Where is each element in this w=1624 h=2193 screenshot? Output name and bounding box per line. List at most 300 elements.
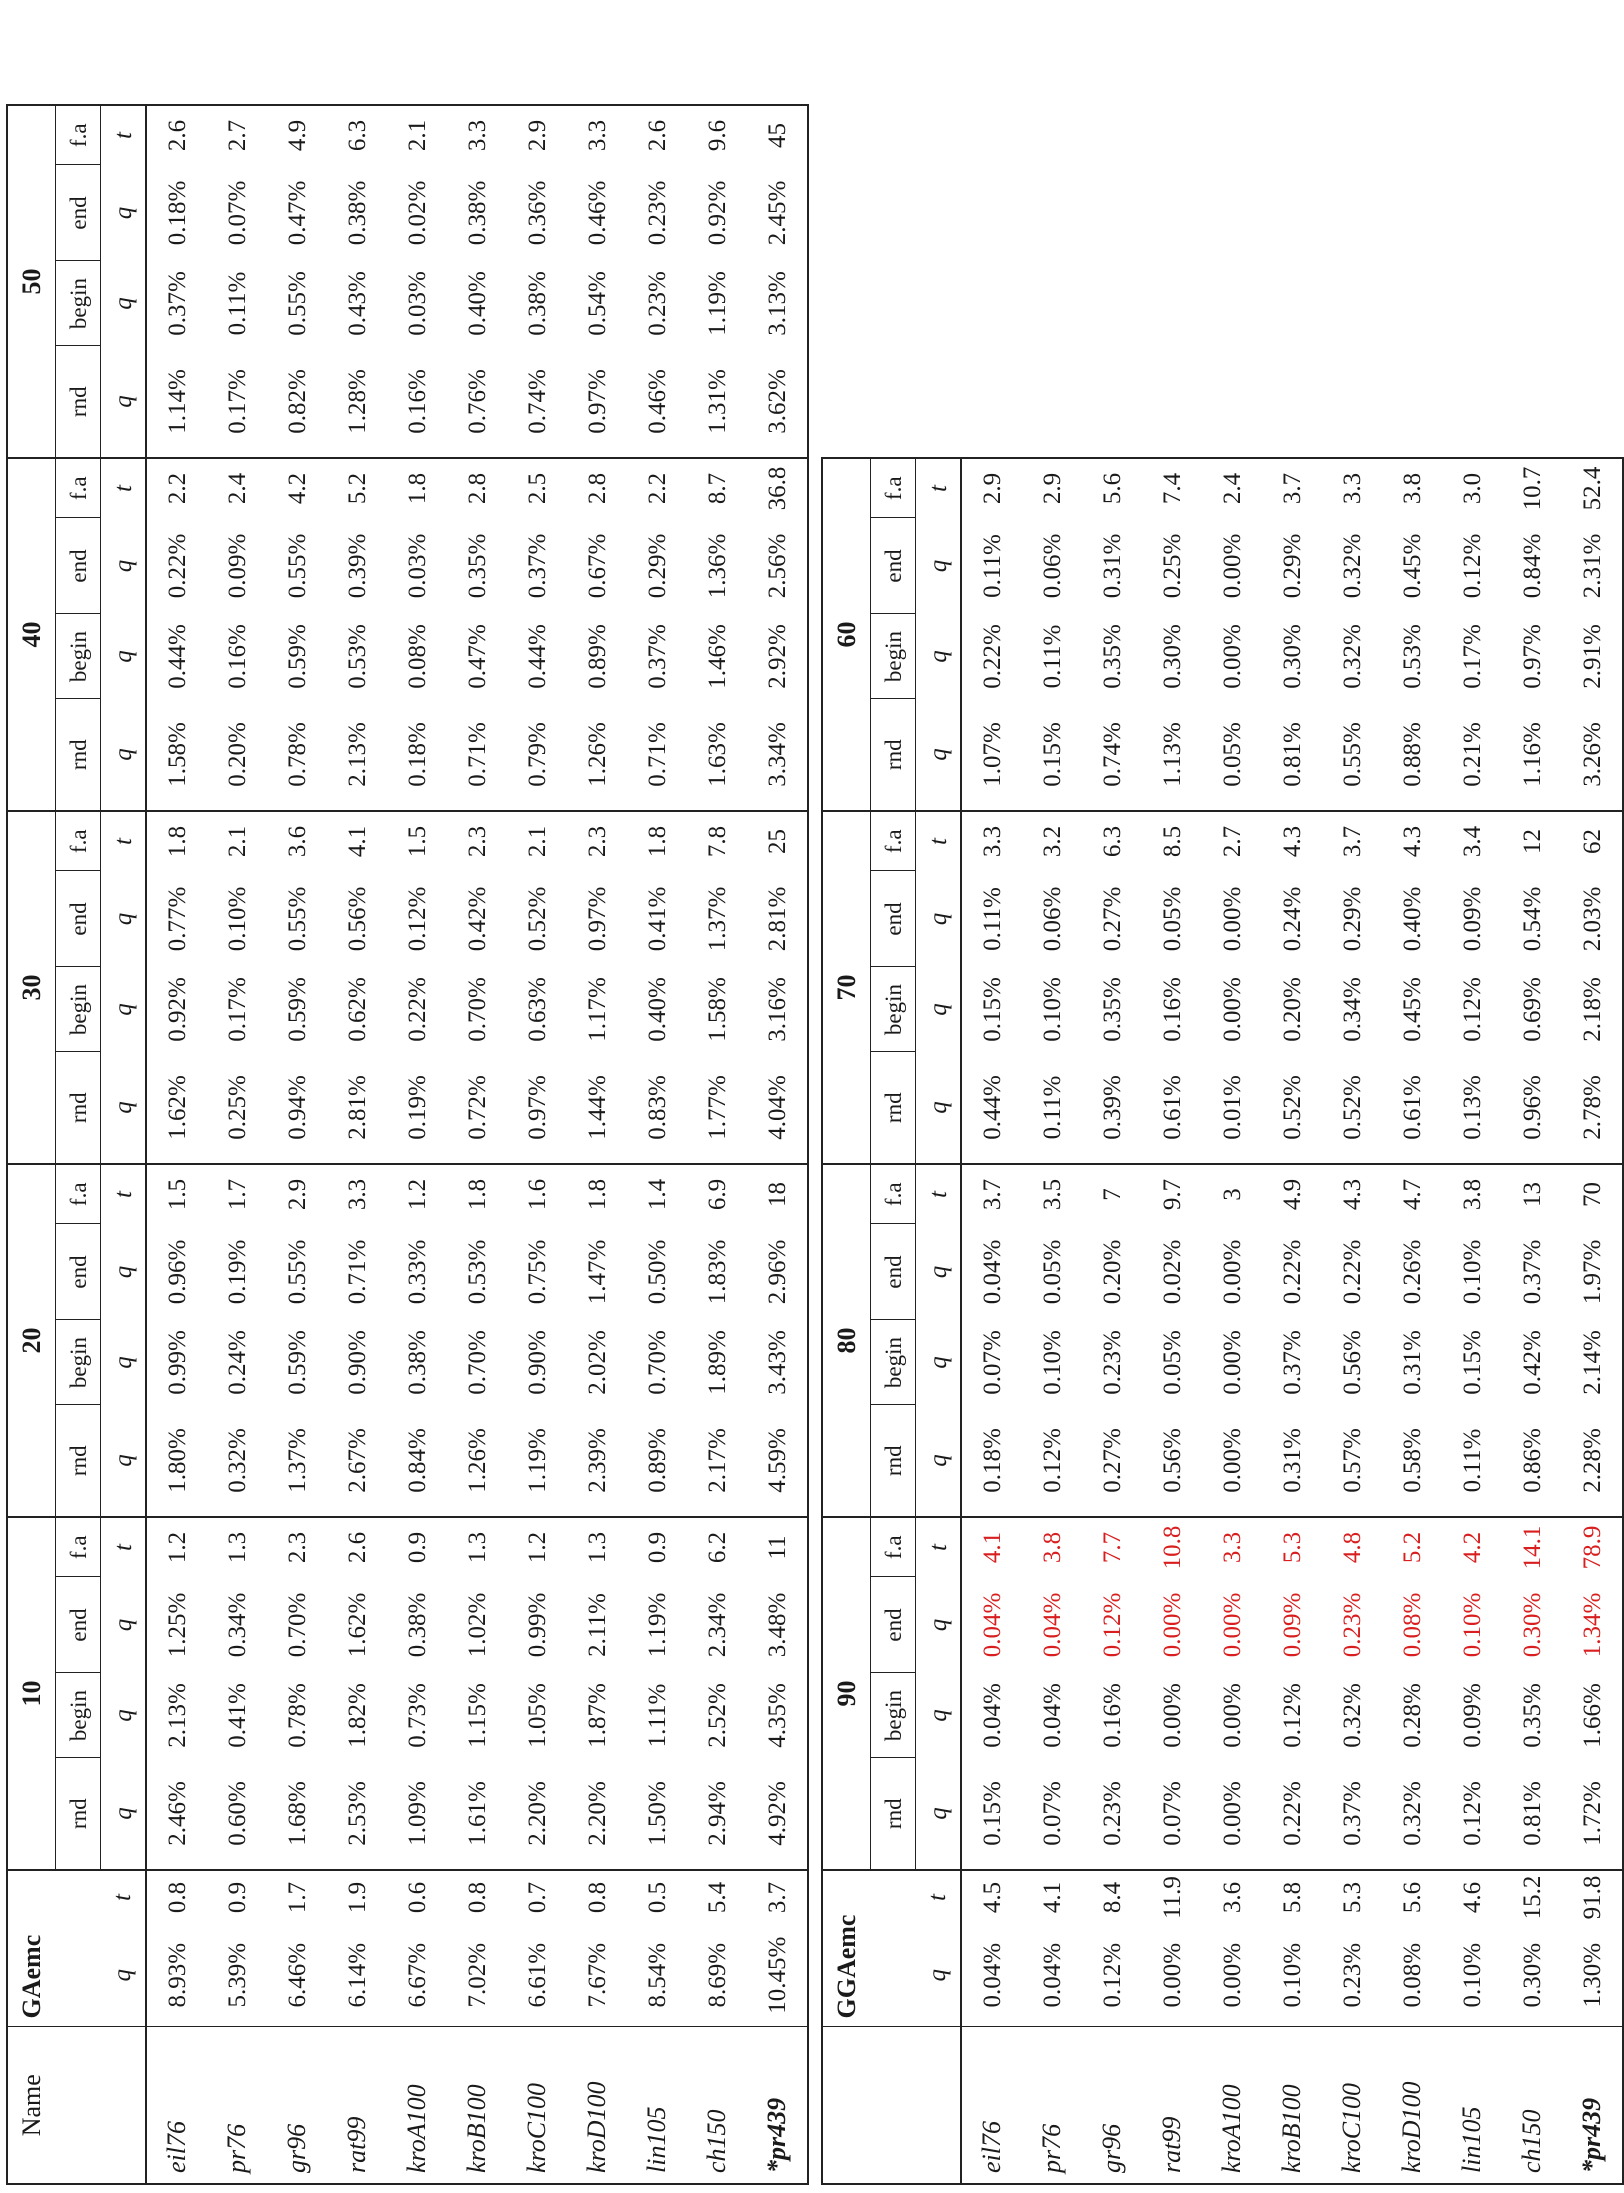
bottom-data-row [1442,105,1502,2184]
value-cell: 0.05% [1158,1330,1186,1395]
value-cell: 0.10% [1458,1239,1486,1305]
value-cell: 2.6 [627,105,687,165]
value-cell: 0.20% [223,722,251,787]
value-cell: 0.54% [1518,886,1546,952]
value-cell: 0.92% [163,977,191,1042]
bottom-header-row [822,105,871,2184]
symbol-q: q [916,699,962,811]
top-data-row [687,105,747,2184]
sub-label-rnd: rnd [871,1758,916,1870]
value-cell: 1.47% [583,1239,611,1305]
value-cell: 3.6 [1202,1870,1262,1924]
value-cell: 2.96% [747,1224,808,1320]
value-cell: 0.31% [1398,1330,1426,1395]
algorithm-label: GAemc [7,1870,56,2027]
value-cell: 0.16% [1098,1683,1126,1748]
value-cell: 0.22% [163,533,191,599]
generation-header: 30 [7,811,56,1164]
value-cell: 0.58% [1398,1428,1426,1493]
sub-label-fa: f.a [56,105,101,165]
value-cell: 0.35% [1518,1683,1546,1748]
value-cell: 1.11% [643,1683,671,1748]
value-cell: 0.70% [283,1592,311,1658]
blank-cell [101,2027,147,2184]
value-cell: 5.6 [1082,458,1142,518]
value-cell: 8.4 [1082,1870,1142,1924]
value-cell: 2.6 [327,1517,387,1577]
value-cell: 2.3 [267,1517,327,1577]
value-cell: 3.43% [747,1320,808,1405]
value-cell: 0.07% [223,180,251,246]
blank-cell [56,1870,101,1924]
bottom-data-row [1202,105,1262,2184]
value-cell: 1.63% [703,722,731,787]
value-cell: 0.59% [283,1330,311,1395]
value-cell: 0.37% [1278,1330,1306,1395]
value-cell: 0.05% [1218,722,1246,787]
value-cell: 0.00% [1218,533,1246,599]
value-cell: 0.15% [978,1781,1006,1846]
value-cell: 3.3 [567,105,627,165]
value-cell: 1.3 [567,1517,627,1577]
value-cell: 0.32% [223,1428,251,1493]
symbol-t: t [916,1164,962,1224]
symbol-q: q [916,871,962,967]
value-cell: 0.57% [1338,1428,1366,1493]
results-table [6,104,1624,2185]
value-cell: 0.00% [1218,1592,1246,1658]
symbol-q: q [916,1224,962,1320]
value-cell: 2.9 [267,1164,327,1224]
value-cell: 5.2 [327,458,387,518]
value-cell: 25 [747,811,808,871]
value-cell: 0.26% [1398,1239,1426,1305]
value-cell: 0.15% [1458,1330,1486,1395]
top-data-row [207,105,267,2184]
value-cell: 1.50% [643,1781,671,1846]
value-cell: 2.8 [447,458,507,518]
instance-name: lin105 [1442,2027,1502,2184]
value-cell: 0.24% [1278,886,1306,952]
value-cell: 0.25% [1158,533,1186,599]
value-cell: 1.83% [703,1239,731,1305]
value-cell: 18 [747,1164,808,1224]
value-cell: 0.42% [463,886,491,952]
value-cell: 0.86% [1518,1428,1546,1493]
value-cell: 1.2 [387,1164,447,1224]
value-cell: 5.2 [1382,1517,1442,1577]
bottom-data-row [1262,105,1322,2184]
value-cell: 1.26% [583,722,611,787]
value-cell: 0.17% [223,369,251,434]
symbol-t: t [101,1164,147,1224]
value-cell: 0.12% [1278,1683,1306,1748]
value-cell: 5.4 [687,1870,747,1924]
value-cell: 0.31% [1278,1428,1306,1493]
value-cell: 0.04% [978,1683,1006,1748]
value-cell: 78.9 [1562,1517,1623,1577]
value-cell: 0.05% [1038,1239,1066,1305]
value-cell: 2.13% [163,1683,191,1748]
value-cell: 6.67% [403,1942,431,2008]
value-cell: 1.8 [146,811,207,871]
value-cell: 0.44% [523,624,551,689]
value-cell: 0.53% [1398,624,1426,689]
value-cell: 8.7 [687,458,747,518]
value-cell: 0.38% [403,1330,431,1395]
value-cell: 0.07% [1038,1781,1066,1846]
value-cell: 0.08% [1398,1942,1426,2008]
value-cell: 2.02% [583,1330,611,1395]
value-cell: 0.05% [1158,886,1186,952]
value-cell: 0.11% [978,534,1006,598]
value-cell: 4.59% [747,1405,808,1517]
symbol-q: q [101,261,147,346]
sub-label-begin: begin [56,261,101,346]
value-cell: 0.40% [1398,886,1426,952]
value-cell: 1.5 [146,1164,207,1224]
value-cell: 3.5 [1022,1164,1082,1224]
value-cell: 2.5 [507,458,567,518]
value-cell: 1.97% [1562,1224,1623,1320]
value-cell: 1.46% [703,624,731,689]
value-cell: 1.8 [447,1164,507,1224]
value-cell: 0.29% [1338,886,1366,952]
value-cell: 0.54% [583,271,611,336]
instance-name: pr76 [1022,2027,1082,2184]
value-cell: 4.1 [327,811,387,871]
value-cell: 15.2 [1502,1870,1562,1924]
value-cell: 0.27% [1098,886,1126,952]
value-cell: 0.09% [223,533,251,599]
blank-cell [871,1870,916,1924]
value-cell: 0.8 [146,1870,207,1924]
value-cell: 4.9 [267,105,327,165]
top-subheader-row [56,105,101,2184]
value-cell: 2.4 [1202,458,1262,518]
instance-name: eil76 [961,2027,1022,2184]
instance-name: gr96 [267,2027,327,2184]
value-cell: 0.82% [283,369,311,434]
value-cell: 0.90% [523,1330,551,1395]
top-data-row [327,105,387,2184]
value-cell: 1.7 [207,1164,267,1224]
value-cell: 3.0 [1442,458,1502,518]
value-cell: 0.15% [978,977,1006,1042]
value-cell: 2.78% [1562,1052,1623,1164]
value-cell: 3.3 [447,105,507,165]
value-cell: 1.8 [567,1164,627,1224]
value-cell: 0.00% [1218,1330,1246,1395]
value-cell: 3.3 [961,811,1022,871]
value-cell: 1.17% [583,977,611,1042]
value-cell: 0.89% [583,624,611,689]
value-cell: 2.39% [583,1428,611,1493]
value-cell: 7.67% [583,1942,611,2008]
value-cell: 0.55% [283,1239,311,1305]
blank-cell [871,1924,916,2027]
value-cell: 0.5 [627,1870,687,1924]
value-cell: 0.94% [283,1075,311,1140]
value-cell: 3.6 [267,811,327,871]
value-cell: 0.62% [343,977,371,1042]
sub-label-end: end [56,1224,101,1320]
value-cell: 0.13% [1458,1075,1486,1140]
value-cell: 3.62% [747,346,808,458]
symbol-q: q [101,967,147,1052]
value-cell: 0.89% [643,1428,671,1493]
value-cell: 0.29% [643,533,671,599]
sub-label-rnd: rnd [871,1405,916,1517]
sub-label-fa: f.a [56,1164,101,1224]
symbol-q: q [916,1673,962,1758]
value-cell: 2.91% [1562,614,1623,699]
value-cell: 0.44% [978,1075,1006,1140]
symbol-q: q [916,1052,962,1164]
value-cell: 0.35% [1098,977,1126,1042]
value-cell: 6.9 [687,1164,747,1224]
value-cell: 0.32% [1338,533,1366,599]
value-cell: 0.12% [1038,1428,1066,1493]
value-cell: 0.39% [343,533,371,599]
instance-name: kroD100 [567,2027,627,2184]
value-cell: 1.09% [403,1781,431,1846]
value-cell: 6.2 [687,1517,747,1577]
top-data-row [627,105,687,2184]
value-cell: 62 [1562,811,1623,871]
value-cell: 9.7 [1142,1164,1202,1224]
value-cell: 0.71% [643,722,671,787]
value-cell: 0.56% [343,886,371,952]
value-cell: 1.25% [163,1592,191,1658]
value-cell: 2.3 [447,811,507,871]
value-cell: 2.1 [387,105,447,165]
value-cell: 0.35% [463,533,491,599]
value-cell: 0.04% [978,1239,1006,1305]
value-cell: 0.27% [1098,1428,1126,1493]
value-cell: 0.45% [1398,533,1426,599]
value-cell: 0.01% [1218,1075,1246,1140]
sub-label-rnd: rnd [871,699,916,811]
value-cell: 0.32% [1338,1683,1366,1748]
value-cell: 0.10% [1458,1592,1486,1658]
value-cell: 0.81% [1278,722,1306,787]
value-cell: 0.12% [403,886,431,952]
value-cell: 0.71% [343,1239,371,1305]
sub-label-fa: f.a [56,1517,101,1577]
value-cell: 2.45% [747,165,808,261]
value-cell: 3.26% [1562,699,1623,811]
value-cell: 0.71% [463,722,491,787]
symbol-q: q [101,871,147,967]
bottom-data-row [1382,105,1442,2184]
value-cell: 3 [1202,1164,1262,1224]
value-cell: 1.89% [703,1330,731,1395]
value-cell: 1.80% [163,1428,191,1493]
value-cell: 7 [1082,1164,1142,1224]
value-cell: 1.30% [1562,1924,1623,2027]
value-cell: 0.9 [627,1517,687,1577]
top-data-row [146,105,207,2184]
symbol-q: q [101,614,147,699]
value-cell: 5.3 [1262,1517,1322,1577]
value-cell: 0.38% [523,271,551,336]
instance-name: *pr439 [747,2027,808,2184]
value-cell: 0.22% [403,977,431,1042]
value-cell: 1.37% [283,1428,311,1493]
value-cell: 0.70% [463,977,491,1042]
algorithm-label: GGAemc [822,1870,871,2027]
symbol-q: q [101,1052,147,1164]
value-cell: 0.04% [1038,1592,1066,1658]
value-cell: 4.3 [1262,811,1322,871]
bottom-data-row [961,105,1022,2184]
value-cell: 0.55% [1338,722,1366,787]
value-cell: 0.76% [463,369,491,434]
value-cell: 0.11% [978,887,1006,951]
value-cell: 1.8 [627,811,687,871]
value-cell: 1.6 [507,1164,567,1224]
symbol-q: q [101,1758,147,1870]
symbol-t: t [916,811,962,871]
value-cell: 3.7 [1262,458,1322,518]
value-cell: 2.4 [207,458,267,518]
value-cell: 2.9 [507,105,567,165]
value-cell: 0.37% [163,271,191,336]
value-cell: 0.00% [1218,624,1246,689]
value-cell: 0.00% [1218,1239,1246,1305]
value-cell: 7.7 [1082,1517,1142,1577]
value-cell: 0.07% [1158,1781,1186,1846]
sub-label-end: end [871,1224,916,1320]
top-data-row [567,105,627,2184]
value-cell: 2.92% [747,614,808,699]
value-cell: 1.58% [703,977,731,1042]
value-cell: 0.84% [1518,533,1546,599]
value-cell: 4.1 [961,1517,1022,1577]
value-cell: 0.97% [523,1075,551,1140]
value-cell: 12 [1502,811,1562,871]
symbol-q: q [916,1405,962,1517]
value-cell: 91.8 [1562,1870,1623,1924]
value-cell: 0.60% [223,1781,251,1846]
value-cell: 0.55% [283,271,311,336]
value-cell: 3.7 [1322,811,1382,871]
value-cell: 0.23% [643,271,671,336]
value-cell: 0.12% [1458,1781,1486,1846]
value-cell: 0.18% [403,722,431,787]
value-cell: 13 [1502,1164,1562,1224]
value-cell: 52.4 [1562,458,1623,518]
value-cell: 0.30% [1158,624,1186,689]
value-cell: 1.62% [343,1592,371,1658]
top-data-row [507,105,567,2184]
value-cell: 1.07% [978,722,1006,787]
value-cell: 2.56% [747,518,808,614]
value-cell: 0.37% [643,624,671,689]
value-cell: 0.18% [978,1428,1006,1493]
value-cell: 0.45% [1398,977,1426,1042]
sub-label-begin: begin [871,614,916,699]
value-cell: 1.3 [447,1517,507,1577]
value-cell: 1.15% [463,1683,491,1748]
value-cell: 0.34% [1338,977,1366,1042]
value-cell: 70 [1562,1164,1623,1224]
value-cell: 0.11% [1038,624,1066,689]
value-cell: 0.07% [978,1330,1006,1395]
sub-label-begin: begin [871,1320,916,1405]
symbol-q: q [101,518,147,614]
generation-header: 80 [822,1164,871,1517]
value-cell: 0.50% [643,1239,671,1305]
symbol-q: q [916,614,962,699]
value-cell: 2.6 [146,105,207,165]
symbol-t: t [101,105,147,165]
value-cell: 3.13% [747,261,808,346]
value-cell: 2.2 [146,458,207,518]
value-cell: 1.8 [387,458,447,518]
value-cell: 10.7 [1502,458,1562,518]
value-cell: 0.47% [283,180,311,246]
value-cell: 14.1 [1502,1517,1562,1577]
value-cell: 7.02% [463,1942,491,2008]
value-cell: 8.69% [703,1942,731,2008]
value-cell: 0.16% [403,369,431,434]
value-cell: 0.81% [1518,1781,1546,1846]
sub-label-begin: begin [56,1673,101,1758]
value-cell: 0.23% [1098,1330,1126,1395]
value-cell: 0.75% [523,1239,551,1305]
sub-label-fa: f.a [871,811,916,871]
blank-cell [916,2027,962,2184]
value-cell: 1.05% [523,1683,551,1748]
symbol-q: q [101,1320,147,1405]
value-cell: 1.19% [523,1428,551,1493]
value-cell: 2.03% [1562,871,1623,967]
value-cell: 2.31% [1562,518,1623,614]
value-cell: 0.04% [978,1592,1006,1658]
instance-name: ch150 [687,2027,747,2184]
value-cell: 0.23% [1338,1592,1366,1658]
value-cell: 0.88% [1398,722,1426,787]
value-cell: 0.37% [1338,1781,1366,1846]
value-cell: 0.08% [1398,1592,1426,1658]
value-cell: 2.81% [343,1075,371,1140]
instance-name: kroB100 [447,2027,507,2184]
value-cell: 0.37% [523,533,551,599]
value-cell: 0.97% [583,886,611,952]
value-cell: 0.00% [1158,1683,1186,1748]
value-cell: 0.70% [463,1330,491,1395]
sub-label-rnd: rnd [56,346,101,458]
value-cell: 0.32% [1338,624,1366,689]
top-symbol-row [101,105,147,2184]
value-cell: 6.3 [1082,811,1142,871]
value-cell: 3.8 [1442,1164,1502,1224]
value-cell: 0.55% [283,886,311,952]
value-cell: 0.55% [283,533,311,599]
value-cell: 0.79% [523,722,551,787]
symbol-t: t [101,1517,147,1577]
value-cell: 0.74% [523,369,551,434]
value-cell: 5.39% [223,1942,251,2008]
value-cell: 0.41% [223,1683,251,1748]
value-cell: 2.20% [583,1781,611,1846]
sub-label-end: end [871,871,916,967]
value-cell: 0.15% [1038,722,1066,787]
value-cell: 0.23% [643,180,671,246]
value-cell: 0.73% [403,1683,431,1748]
